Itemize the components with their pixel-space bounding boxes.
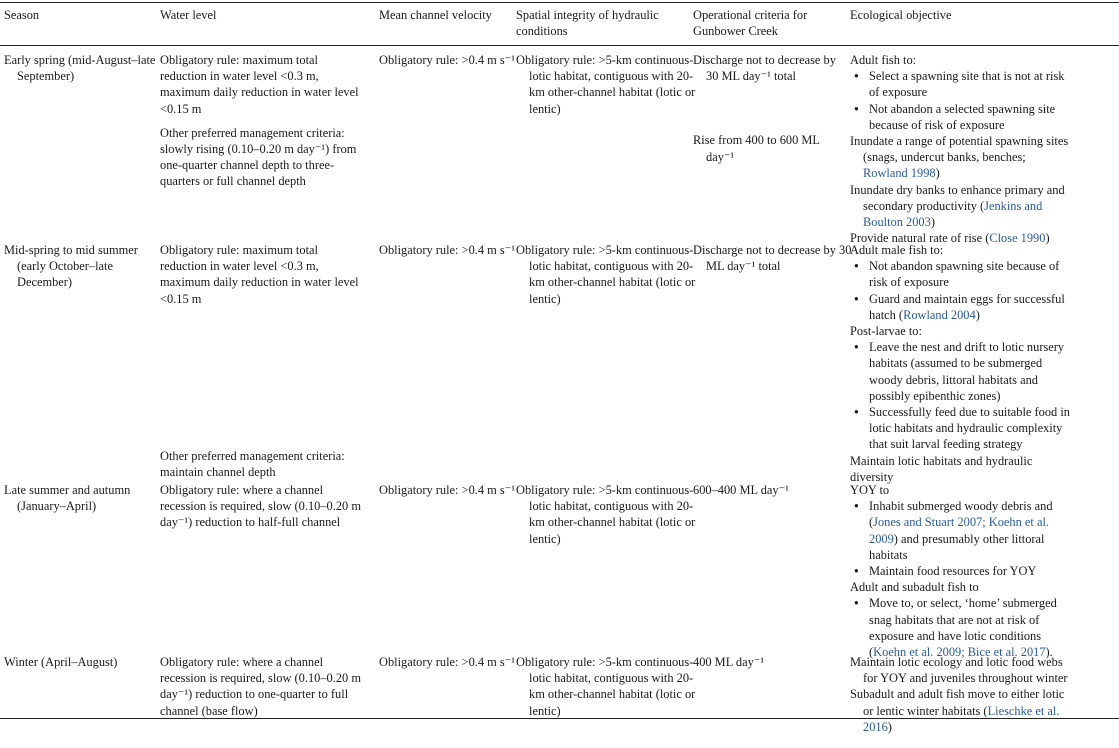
citation-link[interactable]: Koehn et al. 2009; Bice et al. 2017 [873,645,1046,660]
row3-spatial: Obligatory rule: >5-km continuous-lotic habitat, contiguous with 20-km other-channel habitat (lotic or lentic) [516,483,696,546]
row2-ecological [850,242,1072,485]
row1-operational [693,52,843,165]
row1-eco-para-3: Provide natural rate of rise (Close 1990) [850,231,1050,246]
row2-eco-lead-2: Post-larvae to: [850,324,922,339]
row1-water-level [160,52,366,190]
row1-eco-bullet-2: ● Not abandon a selected spawning site because of risk of exposure [850,101,1072,133]
header-water-level: Water level [160,8,217,22]
row2-velocity: Obligatory rule: >0.4 m s⁻¹ [379,243,515,257]
header-operational: Operational criteria for Gunbower Creek [693,8,808,39]
row4-operational: 400 ML day⁻¹ [693,655,765,669]
row2-eco-para-1: Maintain lotic habitats and hydraulic diversity [850,453,1033,484]
row3-eco-bullet-2: ● Maintain food resources for YOY [850,563,1072,579]
row3-eco-bullet-3: ● Move to, or select, ‘home’ submerged snag habitats that are not at risk of exposure and have lotic conditions (Koehn et al. 2009; Bice et al. 2017). [850,595,1072,660]
row4-season: Winter (April–August) [4,655,118,669]
row2-eco-bullet-3: ● Leave the nest and drift to lotic nursery habitats (assumed to be submerged woody debris, littoral habitats and possibly epibenthic zones) [850,339,1072,404]
citation-link[interactable]: Jenkins and Boulton 2003 [863,198,1043,230]
row1-eco-lead: Adult fish to: [850,53,917,67]
citation-link[interactable]: Close 1990 [989,231,1046,246]
row3-water-rule: Obligatory rule: where a channel recession is required, slow (0.10–0.20 m day⁻¹) reduction to half-full channel [160,483,361,530]
row3-season: Late summer and autumn (January–April) [4,483,131,514]
row1-eco-para-2: Inundate dry banks to enhance primary and secondary productivity (Jenkins and Boulton 2003) [850,182,1065,230]
row2-spatial: Obligatory rule: >5-km continuous-lotic habitat, contiguous with 20-km other-channel habitat (lotic or lentic) [516,243,696,306]
row1-eco-para-1: Inundate a range of potential spawning sites (snags, undercut banks, benches; Rowland 1998) [850,134,1069,181]
header-spatial: Spatial integrity of hydraulic conditions [516,8,659,39]
citation-link[interactable]: Rowland 2004 [903,307,976,322]
row2-eco-bullet-1: ● Not abandon spawning site because of risk of exposure [850,258,1072,290]
row3-operational: 600–400 ML day⁻¹ [693,483,789,497]
row4-eco-para-1: Maintain lotic ecology and lotic food webs for YOY and juveniles throughout winter [850,655,1068,686]
row4-ecological [850,654,1072,735]
row1-spatial: Obligatory rule: >5-km continuous-lotic habitat, contiguous with 20-km other-channel habitat (lotic or lentic) [516,53,696,116]
row2-eco-lead: Adult male fish to: [850,243,944,257]
row1-water-rule: Obligatory rule: maximum total reduction in water level <0.3 m, maximum daily reduction in water level <0.15 m [160,53,359,116]
row2-season: Mid-spring to mid summer (early October–late December) [4,243,138,290]
row1-season: Early spring (mid-August–late September) [4,53,156,84]
row2-water-rule: Obligatory rule: maximum total reduction in water level <0.3 m, maximum daily reduction in water level <0.15 m [160,243,359,306]
row4-eco-para-2: Subadult and adult fish move to either lotic or lentic winter habitats (Lieschke et al. 2016) [850,687,1065,734]
citation-link[interactable]: Jones and Stuart 2007; Koehn et al. 2009 [869,515,1049,546]
row3-velocity: Obligatory rule: >0.4 m s⁻¹ [379,483,515,497]
row2-operational: Discharge not to decrease by 30 ML day⁻¹ total [693,243,852,274]
row2-eco-bullet-4: ● Successfully feed due to suitable food in lotic habitats and hydraulic complexity that suit larval feeding strategy [850,404,1072,453]
row1-ecological [850,52,1072,246]
table-top-rule [0,2,1119,3]
header-velocity: Mean channel velocity [379,8,492,22]
row4-water-rule: Obligatory rule: where a channel recession is required, slow (0.10–0.20 m day⁻¹) reduction to one-quarter to full channel (base flow) [160,655,361,718]
row1-eco-bullet-1: ● Select a spawning site that is not at risk of exposure [850,68,1072,100]
row4-velocity: Obligatory rule: >0.4 m s⁻¹ [379,655,515,669]
citation-link[interactable]: Rowland 1998 [863,166,936,181]
header-season: Season [4,8,40,22]
row3-eco-lead-2: Adult and subadult fish to [850,580,979,595]
row4-spatial: Obligatory rule: >5-km continuous-lotic habitat, contiguous with 20-km other-channel habitat (lotic or lentic) [516,655,696,718]
row3-ecological [850,482,1072,660]
row2-eco-bullet-2: ● Guard and maintain eggs for successful hatch (Rowland 2004) [850,291,1072,323]
row1-operational-discharge: Discharge not to decrease by 30 ML day⁻¹ total [693,53,836,84]
row3-eco-bullet-1: ● Inhabit submerged woody debris and (Jones and Stuart 2007; Koehn et al. 2009) and presumably other littoral habitats [850,498,1072,563]
header-ecological: Ecological objective [850,8,952,22]
citation-link[interactable]: Lieschke et al. 2016 [863,703,1060,734]
header-bottom-rule [0,45,1119,46]
row1-velocity: Obligatory rule: >0.4 m s⁻¹ [379,53,515,67]
row2-water-preferred: Other preferred management criteria: maintain channel depth [160,449,345,480]
row1-operational-rise: Rise from 400 to 600 ML day⁻¹ [693,133,820,164]
row1-water-preferred: Other preferred management criteria: slowly rising (0.10–0.20 m day⁻¹) from one-quarter channel depth to three-quarters or full channel depth [160,125,357,189]
row3-eco-lead: YOY to [850,483,890,497]
